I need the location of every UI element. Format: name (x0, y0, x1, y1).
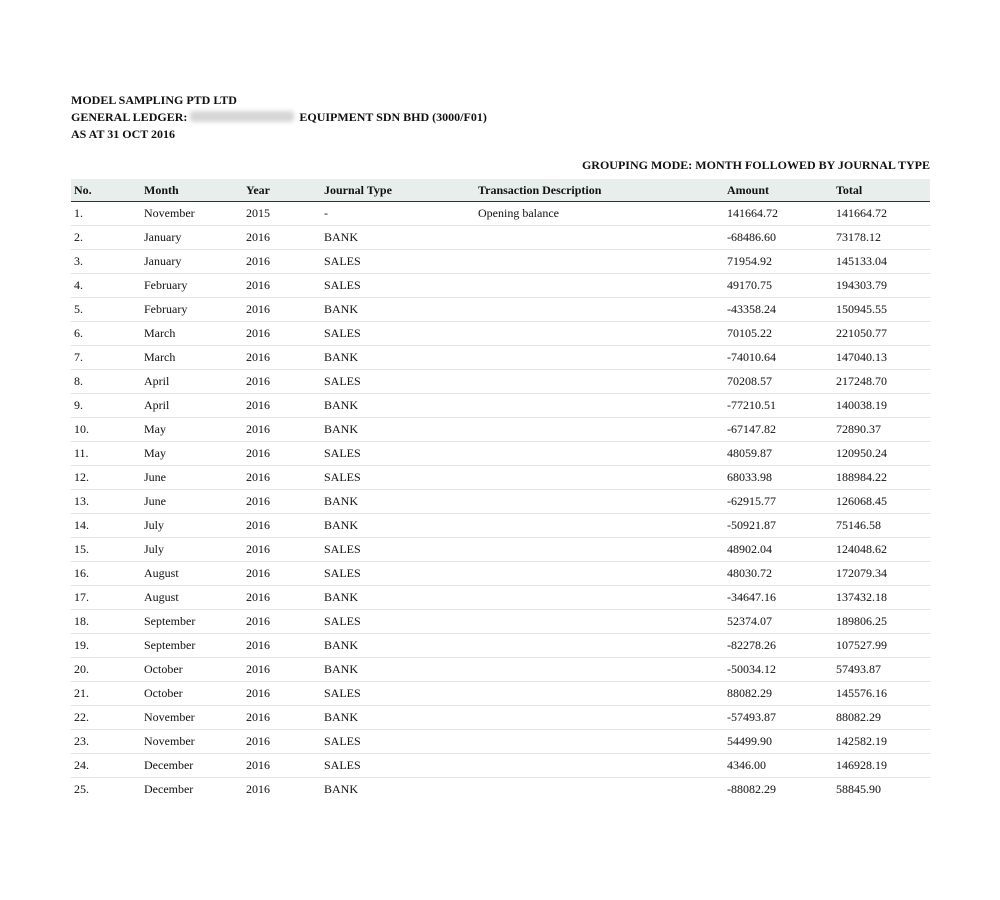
cell-description (475, 610, 724, 634)
cell-year: 2016 (243, 514, 321, 538)
column-header-description: Transaction Description (475, 179, 724, 202)
cell-journal-type: BANK (321, 634, 475, 658)
cell-no: 19. (71, 634, 141, 658)
cell-amount: -82278.26 (724, 634, 833, 658)
cell-year: 2016 (243, 706, 321, 730)
cell-description (475, 394, 724, 418)
cell-year: 2016 (243, 490, 321, 514)
cell-description: Opening balance (475, 202, 724, 226)
cell-journal-type: BANK (321, 418, 475, 442)
cell-no: 9. (71, 394, 141, 418)
redacted-block (190, 111, 294, 122)
table-row (71, 490, 930, 514)
cell-journal-type: SALES (321, 250, 475, 274)
cell-year: 2016 (243, 346, 321, 370)
cell-no: 8. (71, 370, 141, 394)
table-row (71, 682, 930, 706)
cell-amount: 70105.22 (724, 322, 833, 346)
cell-no: 1. (71, 202, 141, 226)
table-row (71, 466, 930, 490)
table-row (71, 538, 930, 562)
cell-journal-type: SALES (321, 466, 475, 490)
cell-amount: 4346.00 (724, 754, 833, 778)
cell-description (475, 730, 724, 754)
cell-month: October (141, 658, 243, 682)
ledger-prefix: GENERAL LEDGER: (71, 110, 188, 124)
cell-month: April (141, 370, 243, 394)
cell-amount: -68486.60 (724, 226, 833, 250)
table-row (71, 610, 930, 634)
cell-journal-type: SALES (321, 610, 475, 634)
cell-amount: -62915.77 (724, 490, 833, 514)
cell-journal-type: SALES (321, 274, 475, 298)
cell-total: 145576.16 (833, 682, 930, 706)
cell-amount: 68033.98 (724, 466, 833, 490)
cell-journal-type: BANK (321, 514, 475, 538)
cell-journal-type: SALES (321, 538, 475, 562)
cell-no: 3. (71, 250, 141, 274)
cell-journal-type: SALES (321, 730, 475, 754)
cell-no: 22. (71, 706, 141, 730)
cell-amount: 70208.57 (724, 370, 833, 394)
cell-no: 18. (71, 610, 141, 634)
cell-total: 75146.58 (833, 514, 930, 538)
cell-year: 2016 (243, 226, 321, 250)
cell-journal-type: SALES (321, 322, 475, 346)
cell-total: 73178.12 (833, 226, 930, 250)
table-row (71, 394, 930, 418)
column-header-amount: Amount (724, 179, 833, 202)
cell-journal-type: BANK (321, 226, 475, 250)
cell-total: 137432.18 (833, 586, 930, 610)
cell-month: December (144, 782, 194, 796)
table-row (71, 202, 930, 226)
company-name: MODEL SAMPLING PTD LTD (71, 93, 237, 107)
table-row (71, 442, 930, 466)
cell-total: 146928.19 (833, 754, 930, 778)
cell-amount: -57493.87 (724, 706, 833, 730)
cell-amount: 52374.07 (724, 610, 833, 634)
cell-amount: 48902.04 (724, 538, 833, 562)
table-row (71, 706, 930, 730)
cell-journal-type: BANK (321, 490, 475, 514)
report-header (71, 92, 487, 143)
cell-no: 21. (71, 682, 141, 706)
cell-year: 2016 (243, 610, 321, 634)
cell-amount: -34647.16 (724, 586, 833, 610)
cell-month: August (141, 562, 243, 586)
cell-year: 2016 (243, 466, 321, 490)
table-row (71, 346, 930, 370)
as-at-date: AS AT 31 OCT 2016 (71, 127, 176, 141)
cell-total: 58845.90 (836, 782, 881, 796)
cell-description (475, 466, 724, 490)
cell-journal-type: BANK (321, 298, 475, 322)
cell-month: March (141, 322, 243, 346)
cell-month: October (141, 682, 243, 706)
column-header-no: No. (71, 179, 141, 202)
ledger-line (71, 109, 487, 126)
cell-no: 12. (71, 466, 141, 490)
cell-month: February (141, 274, 243, 298)
cell-amount: -43358.24 (724, 298, 833, 322)
cell-month: September (141, 634, 243, 658)
table-row (71, 514, 930, 538)
cell-total: 142582.19 (833, 730, 930, 754)
cell-amount: -67147.82 (724, 418, 833, 442)
cell-description (475, 250, 724, 274)
cell-description (475, 322, 724, 346)
cell-amount: 88082.29 (724, 682, 833, 706)
cell-no: 6. (71, 322, 141, 346)
cell-year: 2016 (243, 538, 321, 562)
cell-journal-type: BANK (321, 586, 475, 610)
cell-journal-type: SALES (321, 562, 475, 586)
table-row (71, 586, 930, 610)
cell-description (475, 706, 724, 730)
cell-year: 2016 (243, 418, 321, 442)
cell-no: 4. (71, 274, 141, 298)
cell-amount: -74010.64 (724, 346, 833, 370)
cell-journal-type: SALES (321, 442, 475, 466)
cell-total: 140038.19 (833, 394, 930, 418)
cell-month: June (141, 490, 243, 514)
cell-year: 2016 (243, 682, 321, 706)
column-header-journal-type: Journal Type (321, 179, 475, 202)
cell-year: 2016 (243, 730, 321, 754)
cell-total: 189806.25 (833, 610, 930, 634)
cell-month: July (141, 538, 243, 562)
cell-no: 17. (71, 586, 141, 610)
cell-month: June (141, 466, 243, 490)
column-header-total: Total (833, 179, 930, 202)
table-row (71, 778, 930, 802)
cell-month: January (141, 250, 243, 274)
table-row (71, 754, 930, 778)
cell-total: 120950.24 (833, 442, 930, 466)
cell-journal-type: BANK (321, 706, 475, 730)
cell-amount: 54499.90 (724, 730, 833, 754)
cell-no: 14. (71, 514, 141, 538)
cell-month: July (141, 514, 243, 538)
cell-description (475, 442, 724, 466)
cell-journal-type: BANK (321, 394, 475, 418)
cell-total: 57493.87 (833, 658, 930, 682)
table-row (71, 634, 930, 658)
cell-no: 15. (71, 538, 141, 562)
table-row (71, 658, 930, 682)
cell-month: April (141, 394, 243, 418)
cell-description (475, 226, 724, 250)
cell-month: May (141, 418, 243, 442)
cell-amount: -50921.87 (724, 514, 833, 538)
cell-journal-type: - (321, 202, 475, 226)
cell-description (475, 778, 724, 802)
cell-description (475, 346, 724, 370)
cell-no: 13. (71, 490, 141, 514)
cell-description (475, 754, 724, 778)
cell-year: 2015 (243, 202, 321, 226)
cell-description (475, 370, 724, 394)
cell-journal-type: BANK (321, 658, 475, 682)
cell-total: 107527.99 (833, 634, 930, 658)
cell-no: 24. (71, 754, 141, 778)
cell-no: 10. (71, 418, 141, 442)
cell-year: 2016 (243, 250, 321, 274)
cell-total: 145133.04 (833, 250, 930, 274)
cell-year: 2016 (243, 442, 321, 466)
cell-description (475, 490, 724, 514)
cell-amount: 141664.72 (724, 202, 833, 226)
cell-year: 2016 (243, 298, 321, 322)
table-row (71, 322, 930, 346)
table-row (71, 274, 930, 298)
table-row (71, 370, 930, 394)
cell-month: November (141, 202, 243, 226)
cell-amount: -77210.51 (724, 394, 833, 418)
cell-month: November (141, 730, 243, 754)
column-header-month: Month (141, 179, 243, 202)
cell-year: 2016 (243, 754, 321, 778)
cell-year: 2016 (246, 782, 270, 796)
cell-total: 188984.22 (833, 466, 930, 490)
column-header-year: Year (243, 179, 321, 202)
cell-journal-type: SALES (321, 370, 475, 394)
cell-no: 7. (71, 346, 141, 370)
table-row (71, 298, 930, 322)
table-header-row (71, 179, 930, 202)
cell-no: 23. (71, 730, 141, 754)
cell-description (475, 538, 724, 562)
cell-month: September (141, 610, 243, 634)
cell-no: 20. (71, 658, 141, 682)
cell-amount: 48030.72 (724, 562, 833, 586)
ledger-name: EQUIPMENT SDN BHD (3000/F01) (299, 110, 487, 124)
table-row (71, 418, 930, 442)
cell-description (475, 682, 724, 706)
cell-year: 2016 (243, 586, 321, 610)
ledger-table (71, 179, 930, 801)
cell-total: 150945.55 (833, 298, 930, 322)
cell-journal-type: BANK (321, 346, 475, 370)
cell-month: March (141, 346, 243, 370)
cell-month: November (141, 706, 243, 730)
cell-year: 2016 (243, 370, 321, 394)
cell-year: 2016 (243, 394, 321, 418)
cell-total: 72890.37 (833, 418, 930, 442)
cell-amount: 48059.87 (724, 442, 833, 466)
cell-description (475, 658, 724, 682)
cell-amount: -88082.29 (727, 782, 776, 796)
cell-total: 194303.79 (833, 274, 930, 298)
cell-no: 11. (71, 442, 141, 466)
cell-month: August (141, 586, 243, 610)
cell-description (475, 418, 724, 442)
cell-amount: -50034.12 (724, 658, 833, 682)
cell-description (475, 298, 724, 322)
cell-no: 5. (71, 298, 141, 322)
cell-total: 221050.77 (833, 322, 930, 346)
table-row (71, 226, 930, 250)
cell-total: 124048.62 (833, 538, 930, 562)
cell-description (475, 514, 724, 538)
cell-description (475, 634, 724, 658)
cell-month: December (141, 754, 243, 778)
cell-description (475, 274, 724, 298)
cell-total: 141664.72 (833, 202, 930, 226)
cell-month: January (141, 226, 243, 250)
cell-amount: 49170.75 (724, 274, 833, 298)
cell-year: 2016 (243, 322, 321, 346)
cell-description (475, 562, 724, 586)
cell-year: 2016 (243, 634, 321, 658)
cell-journal-type: BANK (324, 782, 359, 796)
cell-no: 25. (74, 782, 89, 796)
cell-description (475, 586, 724, 610)
cell-total: 147040.13 (833, 346, 930, 370)
cell-amount: 71954.92 (724, 250, 833, 274)
cell-total: 217248.70 (833, 370, 930, 394)
cell-year: 2016 (243, 562, 321, 586)
cell-month: February (141, 298, 243, 322)
table-row (71, 250, 930, 274)
cell-total: 126068.45 (833, 490, 930, 514)
cell-month: May (141, 442, 243, 466)
grouping-mode: GROUPING MODE: MONTH FOLLOWED BY JOURNAL TYPE (581, 158, 930, 172)
table-row (71, 730, 930, 754)
cell-year: 2016 (243, 658, 321, 682)
cell-total: 172079.34 (833, 562, 930, 586)
cell-no: 2. (71, 226, 141, 250)
cell-journal-type: SALES (321, 754, 475, 778)
cell-total: 88082.29 (833, 706, 930, 730)
cell-journal-type: SALES (321, 682, 475, 706)
cell-year: 2016 (243, 274, 321, 298)
cell-no: 16. (71, 562, 141, 586)
table-row (71, 562, 930, 586)
